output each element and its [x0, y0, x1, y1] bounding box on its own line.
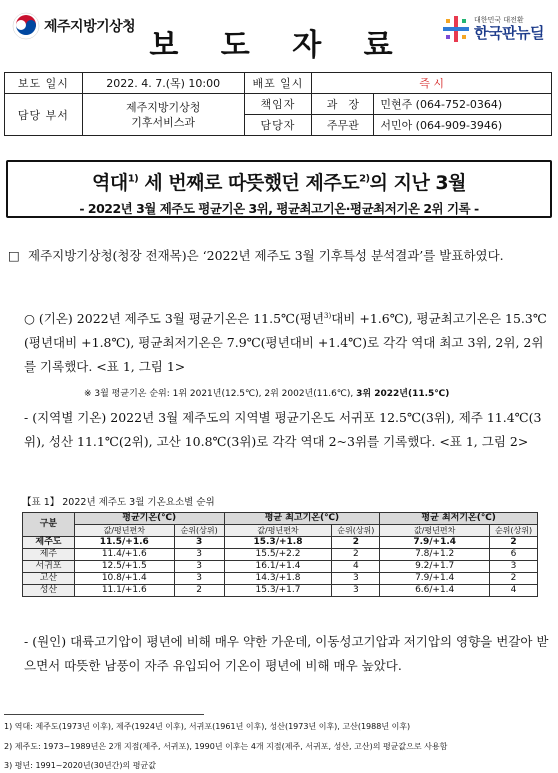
department-line2: 기후서비스과	[131, 115, 196, 129]
value-cell: 15.5/+2.2	[224, 549, 332, 561]
rank-cell: 3	[174, 561, 224, 573]
rank-cell: 4	[332, 561, 380, 573]
station-cell: 성산	[23, 585, 75, 597]
headline-part1: 역대	[91, 172, 128, 194]
subheader-rank: 순위(상위)	[332, 525, 380, 537]
station-cell: 제주	[23, 549, 75, 561]
department-line1: 제주지방기상청	[125, 100, 201, 114]
rank-cell: 2	[332, 537, 380, 549]
new-deal-mark-icon	[441, 14, 471, 44]
headline-box	[6, 160, 552, 218]
subheader-rank: 순위(상위)	[490, 525, 538, 537]
rank-cell: 4	[490, 585, 538, 597]
table-caption: 【표 1】 2022년 제주도 3월 기온요소별 순위	[22, 497, 215, 508]
release-date-value: 2022. 4. 7.(목) 10:00	[82, 73, 244, 94]
staff-title: 주무관	[312, 115, 374, 136]
rank-cell: 3	[332, 573, 380, 585]
table-row	[23, 585, 538, 597]
station-cell: 고산	[23, 573, 75, 585]
rank-cell: 2	[490, 573, 538, 585]
value-cell: 7.8/+1.2	[380, 549, 490, 561]
press-header	[0, 0, 558, 68]
circle-bullet-icon: ○	[24, 311, 35, 327]
subheader-value: 값/평년편차	[380, 525, 490, 537]
subheader-value: 값/평년편차	[74, 525, 174, 537]
headline-footnote-ref1: 1)	[127, 173, 139, 185]
value-cell: 15.3/+1.8	[224, 537, 332, 549]
new-deal-slogan: 대한민국 대전환	[474, 15, 524, 24]
rank-cell: 3	[174, 537, 224, 549]
rank-note-text: ※ 3월 평균기온 순위: 1위 2021년(12.5℃), 2위 2002년(11.6℃),	[84, 389, 357, 399]
responsible-title: 과 장	[312, 94, 374, 115]
paragraph-announcement	[8, 244, 552, 268]
korean-new-deal-logo	[441, 14, 544, 44]
value-cell: 15.3/+1.7	[224, 585, 332, 597]
paragraph-regional: - (지역별 기온) 2022년 3월 제주도의 지역별 평균기온도 서귀포 12.5℃(3위), 제주 11.4℃(3위), 성산 11.1℃(2위), 고산 10.8℃(3위)로 각각 역대 2~3위를 기록했다. <표 1, 그림 2>	[24, 410, 542, 449]
table-row	[23, 549, 538, 561]
value-cell: 6.6/+1.4	[380, 585, 490, 597]
value-cell: 10.8/+1.4	[74, 573, 174, 585]
temperature-text-b: 대비 +1.6℃), 평균최고기온은 15.3℃(평년대비 +1.8℃), 평균최저기온은 7.9℃(평년대비 +1.4℃)로 각각 역대 최고 3위, 2위, 2위를 기록했다. <표 1, 그림 1>	[24, 311, 547, 375]
headline-footnote-ref2: 2)	[359, 173, 370, 185]
rank-cell: 3	[174, 549, 224, 561]
staff-name: 서민아 (064-909-3946)	[374, 115, 552, 136]
header-min-temp: 평균 최저기온(℃)	[380, 513, 538, 525]
headline-part3: 의 지난 3월	[369, 172, 466, 194]
responsible-name: 민현주 (064-752-0364)	[374, 94, 552, 115]
value-cell: 14.3/+1.8	[224, 573, 332, 585]
release-info-table	[4, 72, 552, 136]
staff-label: 담당자	[244, 115, 312, 136]
rank-cell: 2	[490, 537, 538, 549]
table-row	[23, 561, 538, 573]
value-cell: 11.5/+1.6	[74, 537, 174, 549]
header-avg-temp: 평균기온(℃)	[74, 513, 224, 525]
new-deal-name: 한국판뉴딜	[474, 23, 544, 42]
header-max-temp: 평균 최고기온(℃)	[224, 513, 380, 525]
station-cell: 서귀포	[23, 561, 75, 573]
agency-logo-text: 제주지방기상청	[44, 19, 136, 35]
footnote-divider	[4, 714, 204, 715]
table-row	[23, 573, 538, 585]
temperature-text-a: (기온) 2022년 제주도 3월 평균기온은 11.5℃(평년	[38, 311, 325, 327]
release-date-label: 보도 일시	[5, 73, 83, 94]
value-cell: 11.1/+1.6	[74, 585, 174, 597]
rank-cell: 3	[174, 573, 224, 585]
headline	[8, 168, 550, 195]
responsible-label: 책임자	[244, 94, 312, 115]
temperature-rank-table	[22, 512, 538, 597]
value-cell: 9.2/+1.7	[380, 561, 490, 573]
footnote-2: 2) 제주도: 1973~1989년은 2개 지점(제주, 서귀포), 1990년 이후는 4개 지점(제주, 서귀포, 성산, 고산)의 평균값으로 사용함	[4, 742, 448, 751]
distribution-value: 즉 시	[312, 73, 552, 94]
rank-cell: 6	[490, 549, 538, 561]
department-value	[82, 94, 244, 136]
value-cell: 12.5/+1.5	[74, 561, 174, 573]
value-cell: 11.4/+1.6	[74, 549, 174, 561]
subheader-rank: 순위(상위)	[174, 525, 224, 537]
subheadline: - 2022년 3월 제주도 평균기온 3위, 평균최고기온·평균최저기온 2위 기록 -	[79, 201, 479, 216]
announcement-text: 제주지방기상청(청장 전재목)은 ‘2022년 제주도 3월 기후특성 분석결과’를 발표하였다.	[28, 248, 504, 263]
department-label: 담당 부서	[5, 94, 83, 136]
station-cell: 제주도	[23, 537, 75, 549]
rank-cell: 2	[332, 549, 380, 561]
paragraph-cause: - (원인) 대륙고기압이 평년에 비해 매우 약한 가운데, 이동성고기압과 저기압의 영향을 번갈아 받으면서 따뜻한 남풍이 자주 유입되어 기온이 평년에 비해 매우 높았다.	[24, 634, 549, 673]
square-bullet-icon: □	[8, 248, 20, 263]
value-cell: 16.1/+1.4	[224, 561, 332, 573]
rank-cell: 3	[332, 585, 380, 597]
value-cell: 7.9/+1.4	[380, 573, 490, 585]
footnote-1: 1) 역대: 제주도(1973년 이후), 제주(1924년 이후), 서귀포(1961년 이후), 성산(1973년 이후), 고산(1988년 이후)	[4, 722, 411, 731]
rank-cell: 3	[490, 561, 538, 573]
paragraph-temperature	[24, 304, 552, 379]
march-rank-note	[84, 386, 449, 399]
footnote-3: 3) 평년: 1991~2020년(30년간)의 평균값	[4, 761, 156, 770]
subheader-value: 값/평년편차	[224, 525, 332, 537]
rank-cell: 2	[174, 585, 224, 597]
press-release-title: 보 도 자 료	[149, 28, 409, 63]
temperature-footnote-ref: 3)	[324, 312, 332, 320]
headline-part2: 세 번째로 따뜻했던 제주도	[138, 172, 360, 194]
header-station: 구분	[23, 513, 75, 537]
table-row	[23, 537, 538, 549]
distribution-label: 배포 일시	[244, 73, 312, 94]
value-cell: 7.9/+1.4	[380, 537, 490, 549]
rank-note-highlight: 3위 2022년(11.5℃)	[356, 389, 450, 399]
